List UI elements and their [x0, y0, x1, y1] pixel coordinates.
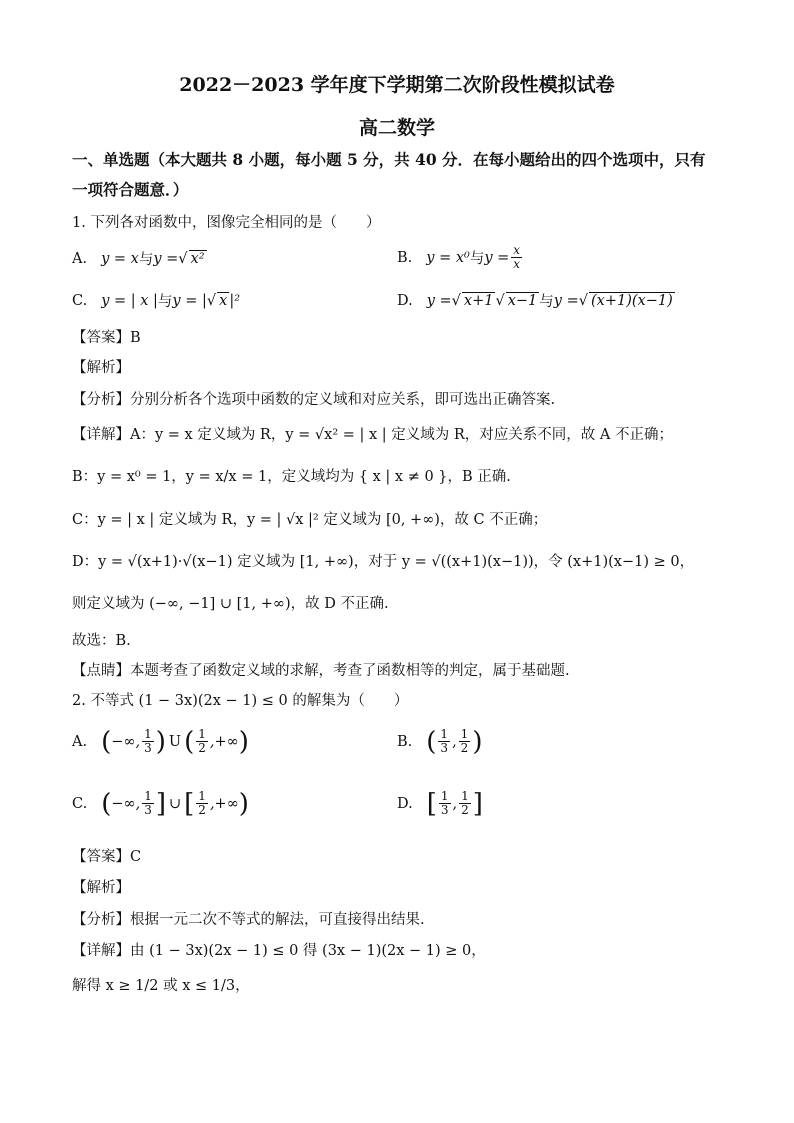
exam-subtitle: 高二数学	[358, 117, 435, 139]
q1-detail-b: B：y = x⁰ = 1，y = x/x = 1，定义域均为 { x | x ≠ 0 }，B 正确.	[72, 469, 511, 485]
q2-option-a: A. ( −∞, $\frac{1}{3}$ ) U ( $\frac{1}{2}$ ,+∞ )	[72, 726, 249, 757]
q2-analysis-head: 【解析】	[72, 880, 130, 896]
q1-answer: 【答案】B	[72, 330, 141, 346]
q2-option-d-label: D.	[397, 795, 413, 812]
q1-choose: 故选：B.	[72, 633, 131, 649]
q1-detail-a: 【详解】A：y = x 定义域为 R，y = √x² = | x | 定义域为 R，对应关系不同，故 A 不正确；	[72, 427, 673, 443]
section-heading-line2: 一项符合题意．）	[72, 180, 189, 199]
q1-dianjing: 【点睛】本题考查了函数定义域的求解，考查了函数相等的判定，属于基础题.	[72, 663, 570, 679]
q1-option-c-text: 与	[157, 294, 173, 310]
q1-option-b: B. y = x⁰ 与 y = $\frac{x}{x}$	[397, 243, 521, 271]
q2-option-d: D. [ $\frac{1}{3}$ , $\frac{1}{2}$ ]	[397, 788, 483, 819]
q1-option-a: A. y = x 与 y = √ x²	[72, 248, 207, 269]
q1-option-d-text: 与	[539, 294, 554, 310]
q1-option-d: D. y = √ x+1 √ x−1 与 y = √ (x+1)(x−1)	[397, 290, 675, 311]
q1-detail-d1: D：y = √(x+1)·√(x−1) 定义域为 [1, +∞)，对于 y = √((x+1)(x−1))，令 (x+1)(x−1) ≥ 0，	[72, 554, 695, 570]
q2-fenxi: 【分析】根据一元二次不等式的解法，可直接得出结果.	[72, 912, 425, 928]
section-heading-line1: 一、单选题（本大题共 8 小题，每小题 5 分，共 40 分．在每小题给出的四个选项中，只有	[72, 150, 706, 169]
q2-detail1: 【详解】由 (1 − 3x)(2x − 1) ≤ 0 得 (3x − 1)(2x − 1) ≥ 0，	[72, 943, 486, 959]
q1-stem: 1. 下列各对函数中，图像完全相同的是（ ）	[72, 215, 381, 231]
q1-option-a-label: A.	[72, 250, 88, 267]
q2-option-b-label: B.	[397, 733, 413, 750]
q2-option-c: C. ( −∞, $\frac{1}{3}$ ] ∪ [ $\frac{1}{2}$ ,+∞ )	[72, 788, 249, 819]
q1-fenxi: 【分析】分别分析各个选项中函数的定义域和对应关系，即可选出正确答案.	[72, 392, 556, 408]
q2-answer: 【答案】C	[72, 849, 142, 865]
q2-stem: 2. 不等式 (1 − 3x)(2x − 1) ≤ 0 的解集为（ ）	[72, 693, 409, 709]
q1-option-c: C. y = | x | 与 y = | √ x |²	[72, 290, 240, 311]
q2-option-b: B. ( $\frac{1}{3}$ , $\frac{1}{2}$ )	[397, 726, 483, 757]
q1-analysis-head: 【解析】	[72, 360, 130, 376]
q1-option-d-label: D.	[397, 292, 413, 309]
q1-detail-d2: 则定义域为 (−∞, −1] ∪ [1, +∞)，故 D 不正确.	[72, 596, 389, 612]
q1-option-c-label: C.	[72, 292, 88, 309]
q2-option-a-label: A.	[72, 733, 88, 750]
q2-option-c-label: C.	[72, 795, 88, 812]
q1-detail-c: C：y = | x | 定义域为 R，y = | √x |² 定义域为 [0, +∞)，故 C 不正确；	[72, 512, 548, 528]
exam-title: 2022－2023 学年度下学期第二次阶段性模拟试卷	[179, 74, 615, 96]
q1-option-b-label: B.	[397, 249, 413, 266]
q1-option-a-text: 与	[138, 252, 154, 268]
q1-option-b-text: 与	[469, 251, 485, 267]
q2-detail2: 解得 x ≥ 1/2 或 x ≤ 1/3，	[72, 978, 250, 994]
